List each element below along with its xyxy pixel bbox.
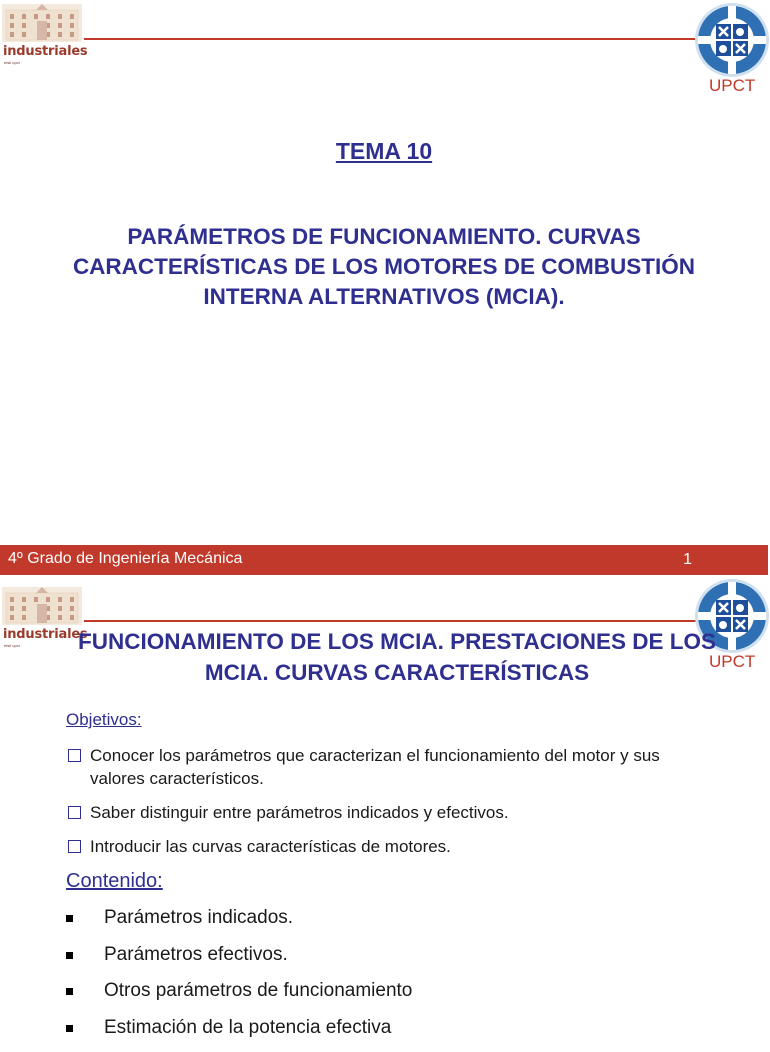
page-number: 1 [683,551,692,568]
logo-text: industriales [3,44,88,59]
list-item [66,744,716,790]
logo-text: industriales [3,627,88,642]
contenido-text: Otros parámetros de funcionamiento [104,980,413,1001]
slide-2 [0,575,768,1038]
contenido-list [66,906,716,1052]
tema-heading: TEMA 10 [335,138,433,164]
contenido-heading: Contenido: [66,870,163,892]
header-rule [84,38,698,40]
square-bullet-icon [66,915,73,922]
logo-subtext: etsii upct [4,60,20,65]
square-bullet-icon [66,988,73,995]
slide-title: PARÁMETROS DE FUNCIONAMIENTO. CURVAS CARACTERÍSTICAS DE LOS MOTORES DE COMBUSTIÓN INTERNA ALTERNATIVOS (MCIA). [72,224,696,309]
checkbox-bullet-icon [68,749,81,762]
list-item [66,1016,716,1040]
square-bullet-icon [66,952,73,959]
list-item [66,801,716,824]
building-icon [2,4,82,42]
checkbox-bullet-icon [68,840,81,853]
footer-course: 4º Grado de Ingeniería Mecánica [8,550,243,567]
building-icon [2,587,82,625]
contenido-text: Parámetros efectivos. [104,943,288,965]
objetivo-text: Saber distinguir entre parámetros indicados y efectivos. [90,803,509,822]
objetivos-list [66,744,716,869]
checkbox-bullet-icon [68,806,81,819]
industriales-logo [0,2,88,66]
upct-label: UPCT [709,652,756,671]
upct-shield-icon [694,2,770,78]
list-item [66,943,716,967]
objetivos-heading: Objetivos: [66,710,142,729]
objetivo-text: Introducir las curvas características de motores. [90,837,451,856]
list-item [66,835,716,858]
square-bullet-icon [66,1025,73,1032]
list-item [66,979,716,1003]
contenido-text: Parámetros indicados. [104,907,294,928]
logo-subtext: etsii upct [4,643,20,648]
list-item [66,906,716,930]
header-rule [84,620,698,622]
upct-label: UPCT [709,76,756,95]
contenido-text: Estimación de la potencia efectiva [104,1016,392,1038]
objetivo-text: Conocer los parámetros que caracterizan el funcionamiento del motor y sus valores característicos. [90,746,660,788]
footer-bar [0,545,768,575]
slide-title: FUNCIONAMIENTO DE LOS MCIA. PRESTACIONES DE LOS MCIA. CURVAS CARACTERÍSTICAS [78,629,716,685]
